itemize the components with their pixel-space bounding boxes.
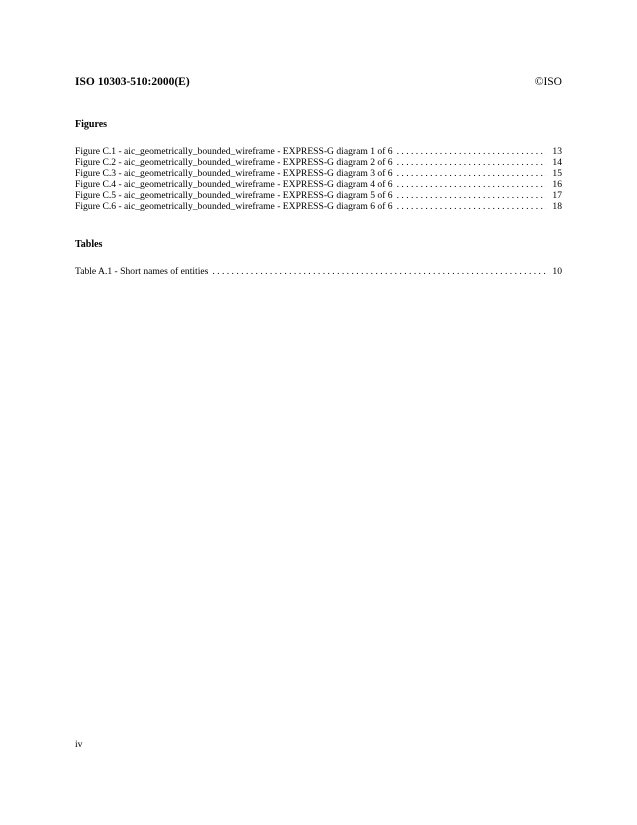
dot-leader	[397, 157, 546, 168]
figure-entry[interactable]	[75, 146, 562, 157]
figure-entry-title: Figure C.2 - aic_geometrically_bounded_wireframe - EXPRESS-G diagram 2 of 6	[75, 157, 393, 168]
figure-entry-page: 18	[552, 201, 562, 212]
tables-heading: Tables	[75, 239, 103, 250]
figure-entry-title: Figure C.1 - aic_geometrically_bounded_wireframe - EXPRESS-G diagram 1 of 6	[75, 146, 393, 157]
tables-list	[75, 266, 562, 277]
figure-entry-title: Figure C.5 - aic_geometrically_bounded_wireframe - EXPRESS-G diagram 5 of 6	[75, 190, 393, 201]
table-entry-page: 10	[552, 266, 562, 277]
figure-entry[interactable]	[75, 201, 562, 212]
copyright-notice: ©ISO	[534, 76, 562, 88]
figure-entry[interactable]	[75, 179, 562, 190]
page-header	[75, 76, 562, 92]
figures-list	[75, 146, 562, 212]
page-number: iv	[75, 739, 83, 750]
document-identifier: ISO 10303-510:2000(E)	[75, 76, 190, 88]
figure-entry-page: 17	[552, 190, 562, 201]
table-entry[interactable]	[75, 266, 562, 277]
figure-entry[interactable]	[75, 190, 562, 201]
figure-entry-page: 14	[552, 157, 562, 168]
figure-entry[interactable]	[75, 168, 562, 179]
figure-entry-title: Figure C.6 - aic_geometrically_bounded_wireframe - EXPRESS-G diagram 6 of 6	[75, 201, 393, 212]
figure-entry-page: 15	[552, 168, 562, 179]
dot-leader	[397, 168, 546, 179]
figure-entry-page: 13	[552, 146, 562, 157]
dot-leader	[397, 201, 546, 212]
figure-entry-title: Figure C.4 - aic_geometrically_bounded_wireframe - EXPRESS-G diagram 4 of 6	[75, 179, 393, 190]
dot-leader	[397, 179, 546, 190]
figures-heading: Figures	[75, 119, 108, 130]
dot-leader	[397, 190, 546, 201]
dot-leader	[397, 146, 546, 157]
figure-entry-title: Figure C.3 - aic_geometrically_bounded_wireframe - EXPRESS-G diagram 3 of 6	[75, 168, 393, 179]
figure-entry[interactable]	[75, 157, 562, 168]
dot-leader	[212, 266, 546, 277]
figure-entry-page: 16	[552, 179, 562, 190]
table-entry-title: Table A.1 - Short names of entities	[75, 266, 209, 277]
